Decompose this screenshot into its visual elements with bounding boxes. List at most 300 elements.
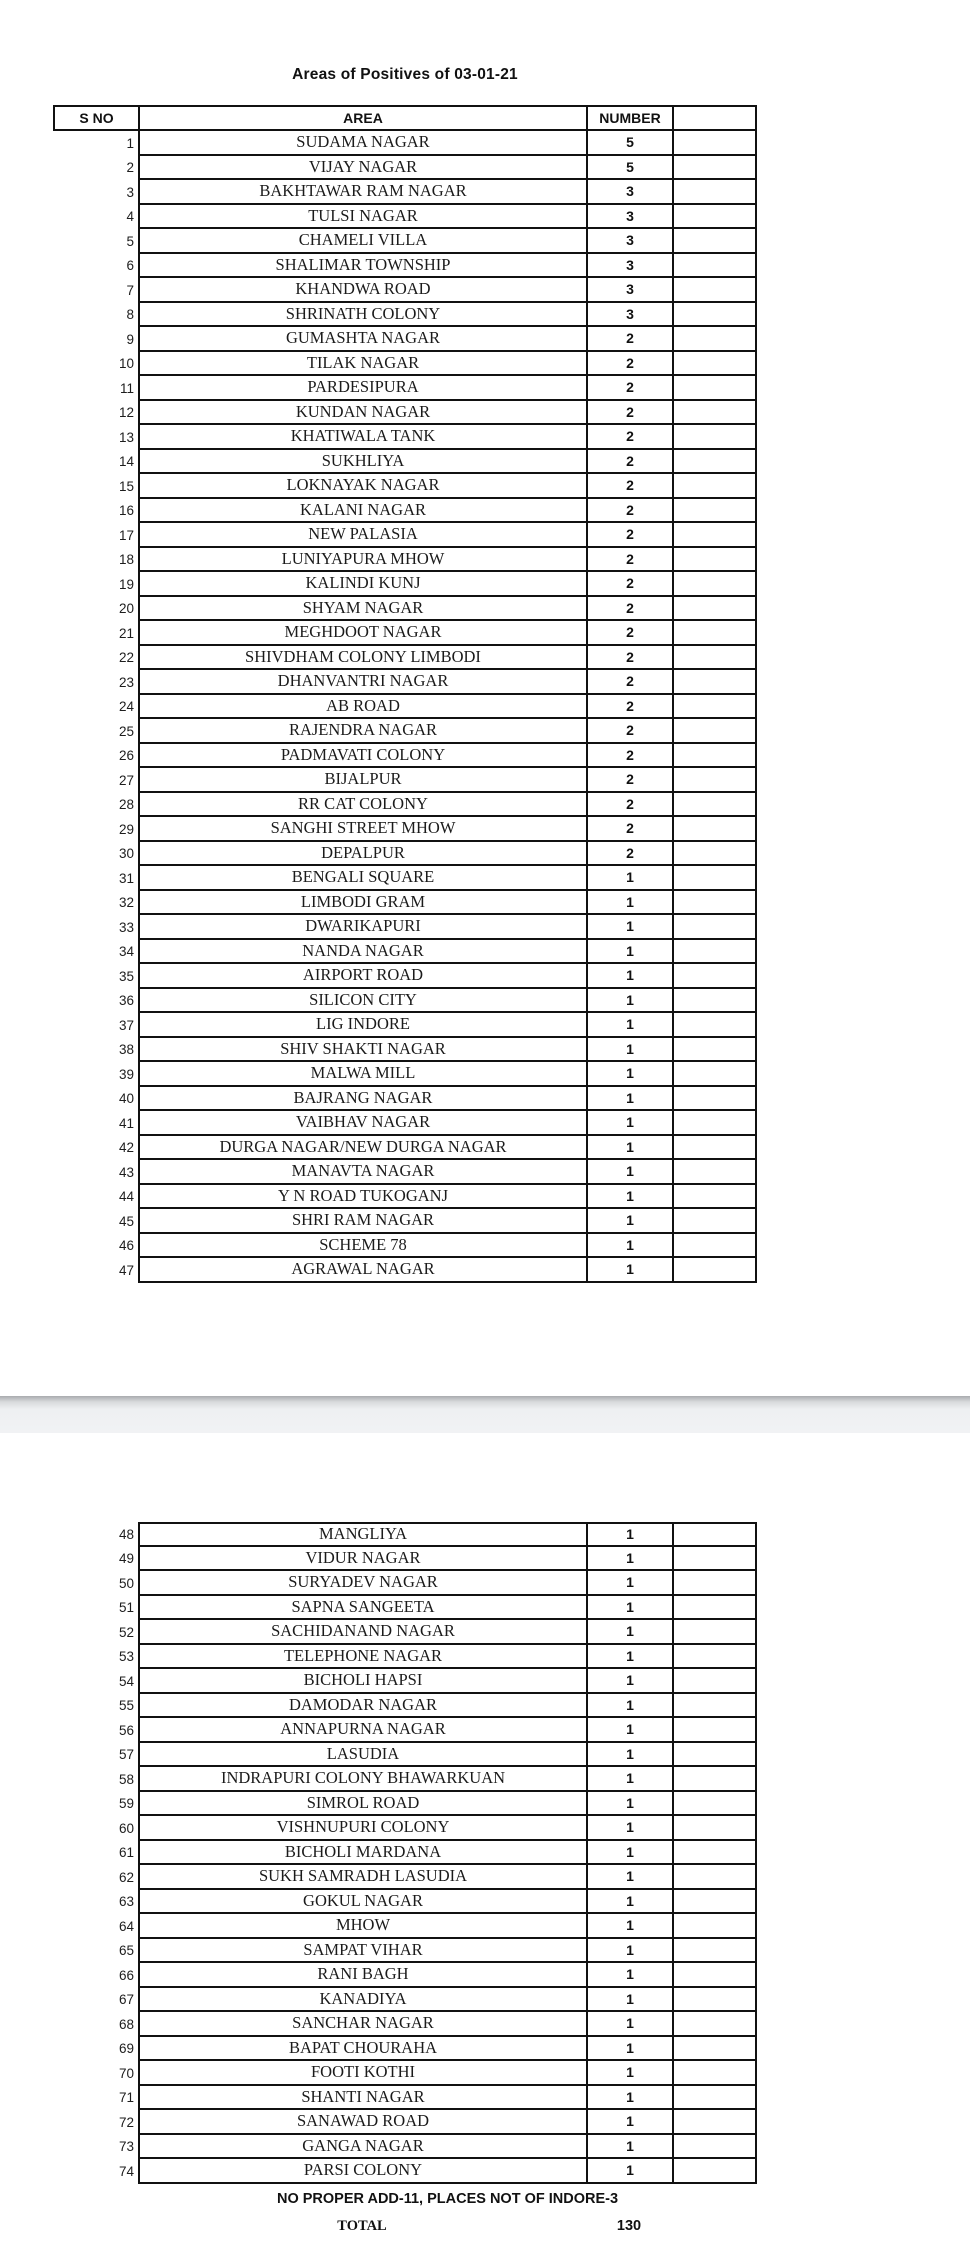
total-label: TOTAL: [337, 2217, 387, 2234]
number-cell: 2: [586, 327, 672, 352]
number-cell: 3: [586, 229, 672, 254]
empty-cell: [672, 940, 757, 965]
empty-cell: [672, 719, 757, 744]
number-cell: 2: [586, 744, 672, 769]
number-cell: 1: [586, 2086, 672, 2111]
area-cell: BAPAT CHOURAHA: [138, 2037, 586, 2062]
empty-cell: [672, 1596, 757, 1621]
number-cell: 1: [586, 1087, 672, 1112]
number-cell: 3: [586, 205, 672, 230]
table-row: [53, 278, 757, 303]
number-cell: 2: [586, 523, 672, 548]
sno-cell: 52: [118, 1624, 134, 1640]
table-header-row: [53, 105, 757, 131]
number-cell: 2: [586, 376, 672, 401]
table-row: [53, 205, 757, 230]
number-cell: 2: [586, 450, 672, 475]
empty-cell: [672, 1136, 757, 1161]
table-row: [53, 1547, 757, 1572]
number-cell: 2: [586, 352, 672, 377]
table-row: [53, 352, 757, 377]
sno-cell: 10: [118, 356, 134, 372]
area-cell: SHRINATH COLONY: [138, 303, 586, 328]
sno-cell: 61: [118, 1845, 134, 1861]
number-cell: 3: [586, 303, 672, 328]
table-row: [53, 597, 757, 622]
area-cell: SHYAM NAGAR: [138, 597, 586, 622]
empty-cell: [672, 131, 757, 156]
sno-cell: 17: [118, 527, 134, 543]
sno-cell: 25: [118, 723, 134, 739]
number-cell: 2: [586, 401, 672, 426]
empty-cell: [672, 1939, 757, 1964]
sno-cell: 72: [118, 2114, 134, 2130]
area-cell: PARSI COLONY: [138, 2159, 586, 2184]
area-cell: VIJAY NAGAR: [138, 156, 586, 181]
empty-cell: [672, 1816, 757, 1841]
area-cell: BENGALI SQUARE: [138, 866, 586, 891]
area-cell: FOOTI KOTHI: [138, 2061, 586, 2086]
empty-cell: [672, 793, 757, 818]
sno-cell: 26: [118, 748, 134, 764]
empty-cell: [672, 450, 757, 475]
positives-table-page2: [53, 1522, 757, 2184]
sno-cell: 68: [118, 2016, 134, 2032]
table-row: [53, 1865, 757, 1890]
total-row: [53, 2214, 757, 2238]
table-row: [53, 180, 757, 205]
empty-cell: [672, 2037, 757, 2062]
empty-cell: [672, 1669, 757, 1694]
area-cell: SCHEME 78: [138, 1234, 586, 1259]
area-cell: LIMBODI GRAM: [138, 891, 586, 916]
area-cell: SAMPAT VIHAR: [138, 1939, 586, 1964]
empty-cell: [672, 278, 757, 303]
sno-cell: 62: [118, 1869, 134, 1885]
table-row: [53, 1571, 757, 1596]
sno-cell: 70: [118, 2065, 134, 2081]
sno-cell: 54: [118, 1673, 134, 1689]
sno-cell: 7: [126, 282, 134, 298]
area-cell: DURGA NAGAR/NEW DURGA NAGAR: [138, 1136, 586, 1161]
empty-cell: [672, 2012, 757, 2037]
area-cell: DAMODAR NAGAR: [138, 1694, 586, 1719]
empty-cell: [672, 229, 757, 254]
area-cell: KUNDAN NAGAR: [138, 401, 586, 426]
table-row: [53, 1185, 757, 1210]
number-cell: 2: [586, 646, 672, 671]
empty-cell: [672, 1111, 757, 1136]
empty-cell: [672, 180, 757, 205]
sno-cell: 12: [118, 405, 134, 421]
empty-cell: [672, 2159, 757, 2184]
empty-cell: [672, 376, 757, 401]
sno-cell: 34: [118, 944, 134, 960]
number-cell: 2: [586, 499, 672, 524]
sno-cell: 67: [118, 1992, 134, 2008]
number-cell: 1: [586, 1522, 672, 1547]
area-cell: TELEPHONE NAGAR: [138, 1645, 586, 1670]
area-cell: TULSI NAGAR: [138, 205, 586, 230]
empty-cell: [672, 572, 757, 597]
empty-cell: [672, 989, 757, 1014]
empty-cell: [672, 964, 757, 989]
sno-cell: 33: [118, 919, 134, 935]
empty-cell: [672, 1087, 757, 1112]
number-cell: 1: [586, 940, 672, 965]
sno-cell: 32: [118, 895, 134, 911]
area-cell: TILAK NAGAR: [138, 352, 586, 377]
table-row: [53, 1890, 757, 1915]
sno-cell: 48: [118, 1526, 134, 1542]
table-row: [53, 254, 757, 279]
table-row: [53, 1111, 757, 1136]
number-cell: 1: [586, 1963, 672, 1988]
sno-cell: 60: [118, 1820, 134, 1836]
table-row: [53, 744, 757, 769]
empty-cell: [672, 548, 757, 573]
sno-cell: 31: [118, 870, 134, 886]
empty-cell: [672, 866, 757, 891]
table-row: [53, 793, 757, 818]
table-row: [53, 1087, 757, 1112]
sno-cell: 51: [118, 1600, 134, 1616]
area-cell: SACHIDANAND NAGAR: [138, 1620, 586, 1645]
area-cell: SUKH SAMRADH LASUDIA: [138, 1865, 586, 1890]
header-area: AREA: [138, 105, 586, 131]
empty-cell: [672, 1743, 757, 1768]
number-cell: 2: [586, 670, 672, 695]
table-row: [53, 572, 757, 597]
sno-cell: 28: [118, 797, 134, 813]
sno-cell: 65: [118, 1943, 134, 1959]
area-cell: RAJENDRA NAGAR: [138, 719, 586, 744]
sno-cell: 38: [118, 1042, 134, 1058]
area-cell: BICHOLI HAPSI: [138, 1669, 586, 1694]
number-cell: 1: [586, 1136, 672, 1161]
area-cell: PARDESIPURA: [138, 376, 586, 401]
sno-cell: 50: [118, 1575, 134, 1591]
area-cell: LOKNAYAK NAGAR: [138, 474, 586, 499]
area-cell: SANCHAR NAGAR: [138, 2012, 586, 2037]
number-cell: 5: [586, 156, 672, 181]
number-cell: 1: [586, 2037, 672, 2062]
area-cell: MANGLIYA: [138, 1522, 586, 1547]
table-row: [53, 1209, 757, 1234]
sno-cell: 11: [119, 380, 134, 396]
sno-cell: 40: [118, 1091, 134, 1107]
empty-cell: [672, 303, 757, 328]
sno-cell: 74: [118, 2163, 134, 2179]
number-cell: 1: [586, 1939, 672, 1964]
area-cell: ANNAPURNA NAGAR: [138, 1718, 586, 1743]
area-cell: MEGHDOOT NAGAR: [138, 621, 586, 646]
table-row: [53, 817, 757, 842]
area-cell: LUNIYAPURA MHOW: [138, 548, 586, 573]
sno-cell: 66: [118, 1967, 134, 1983]
number-cell: 1: [586, 1669, 672, 1694]
area-cell: SUKHLIYA: [138, 450, 586, 475]
sno-cell: 53: [118, 1649, 134, 1665]
area-cell: MALWA MILL: [138, 1062, 586, 1087]
area-cell: KHANDWA ROAD: [138, 278, 586, 303]
number-cell: 1: [586, 1645, 672, 1670]
sno-cell: 27: [118, 772, 134, 788]
sno-cell: 5: [126, 233, 134, 249]
sno-cell: 4: [126, 209, 134, 225]
sno-cell: 22: [118, 650, 134, 666]
empty-cell: [672, 744, 757, 769]
area-cell: PADMAVATI COLONY: [138, 744, 586, 769]
table-row: [53, 327, 757, 352]
table-row: [53, 2086, 757, 2111]
number-cell: 1: [586, 2110, 672, 2135]
number-cell: 1: [586, 1038, 672, 1063]
number-cell: 1: [586, 1841, 672, 1866]
area-cell: NEW PALASIA: [138, 523, 586, 548]
empty-cell: [672, 2135, 757, 2160]
area-cell: KALANI NAGAR: [138, 499, 586, 524]
sno-cell: 36: [118, 993, 134, 1009]
table-row: [53, 1792, 757, 1817]
empty-cell: [672, 1522, 757, 1547]
table-row: [53, 940, 757, 965]
empty-cell: [672, 1547, 757, 1572]
area-cell: AGRAWAL NAGAR: [138, 1258, 586, 1283]
empty-cell: [672, 695, 757, 720]
number-cell: 1: [586, 915, 672, 940]
area-cell: KANADIYA: [138, 1988, 586, 2013]
number-cell: 1: [586, 2061, 672, 2086]
sno-cell: 3: [126, 184, 134, 200]
empty-cell: [672, 621, 757, 646]
empty-cell: [672, 1767, 757, 1792]
table-row: [53, 1522, 757, 1547]
sno-cell: 37: [118, 1017, 134, 1033]
number-cell: 2: [586, 768, 672, 793]
sno-cell: 44: [118, 1189, 134, 1205]
table-row: [53, 768, 757, 793]
area-cell: AB ROAD: [138, 695, 586, 720]
empty-cell: [672, 670, 757, 695]
header-empty: [672, 105, 757, 131]
table-row: [53, 1013, 757, 1038]
sno-cell: 8: [126, 307, 134, 323]
area-cell: GANGA NAGAR: [138, 2135, 586, 2160]
number-cell: 1: [586, 1743, 672, 1768]
empty-cell: [672, 2110, 757, 2135]
empty-cell: [672, 891, 757, 916]
table-row: [53, 229, 757, 254]
empty-cell: [672, 1620, 757, 1645]
sno-cell: 41: [118, 1115, 134, 1131]
area-cell: SHRI RAM NAGAR: [138, 1209, 586, 1234]
number-cell: 1: [586, 1596, 672, 1621]
sno-cell: 45: [118, 1213, 134, 1229]
sno-cell: 59: [118, 1796, 134, 1812]
number-cell: 1: [586, 1865, 672, 1890]
empty-cell: [672, 1841, 757, 1866]
area-cell: Y N ROAD TUKOGANJ: [138, 1185, 586, 1210]
sno-cell: 49: [118, 1551, 134, 1567]
area-cell: BAKHTAWAR RAM NAGAR: [138, 180, 586, 205]
total-value: 130: [616, 2218, 642, 2234]
empty-cell: [672, 817, 757, 842]
number-cell: 1: [586, 1694, 672, 1719]
number-cell: 5: [586, 131, 672, 156]
empty-cell: [672, 1234, 757, 1259]
total-spacer: [53, 2214, 138, 2238]
empty-cell: [672, 254, 757, 279]
page-break-separator: [0, 1396, 970, 1433]
sno-cell: 29: [118, 821, 134, 837]
number-cell: 1: [586, 989, 672, 1014]
total-spacer: [672, 2214, 757, 2238]
sno-cell: 42: [118, 1140, 134, 1156]
page-title: Areas of Positives of 03-01-21: [292, 66, 518, 83]
area-cell: SANAWAD ROAD: [138, 2110, 586, 2135]
number-cell: 1: [586, 1890, 672, 1915]
empty-cell: [672, 915, 757, 940]
empty-cell: [672, 499, 757, 524]
table-row: [53, 548, 757, 573]
number-cell: 1: [586, 964, 672, 989]
empty-cell: [672, 523, 757, 548]
table-row: [53, 1939, 757, 1964]
number-cell: 3: [586, 254, 672, 279]
empty-cell: [672, 842, 757, 867]
empty-cell: [672, 1988, 757, 2013]
table-row: [53, 1914, 757, 1939]
number-cell: 1: [586, 1209, 672, 1234]
empty-cell: [672, 768, 757, 793]
table-row: [53, 719, 757, 744]
table-row: [53, 2110, 757, 2135]
header-sno: S NO: [53, 105, 138, 131]
number-cell: 1: [586, 1767, 672, 1792]
empty-cell: [672, 327, 757, 352]
number-cell: 1: [586, 1111, 672, 1136]
table-row: [53, 523, 757, 548]
empty-cell: [672, 1571, 757, 1596]
number-cell: 1: [586, 1062, 672, 1087]
table-row: [53, 2159, 757, 2184]
table-row: [53, 1620, 757, 1645]
table-row: [53, 156, 757, 181]
area-cell: KHATIWALA TANK: [138, 425, 586, 450]
table-row: [53, 2012, 757, 2037]
number-cell: 1: [586, 1160, 672, 1185]
sno-cell: 6: [126, 258, 134, 274]
empty-cell: [672, 1963, 757, 1988]
empty-cell: [672, 2061, 757, 2086]
table-row: [53, 131, 757, 156]
table-row: [53, 1160, 757, 1185]
number-cell: 2: [586, 548, 672, 573]
table-row: [53, 964, 757, 989]
sno-cell: 1: [126, 135, 134, 151]
table-row: [53, 646, 757, 671]
table-row: [53, 450, 757, 475]
empty-cell: [672, 1694, 757, 1719]
table-row: [53, 1743, 757, 1768]
area-cell: VISHNUPURI COLONY: [138, 1816, 586, 1841]
empty-cell: [672, 1718, 757, 1743]
table-row: [53, 2135, 757, 2160]
table-row: [53, 1816, 757, 1841]
sno-cell: 46: [118, 1238, 134, 1254]
sno-cell: 23: [118, 674, 134, 690]
number-cell: 1: [586, 1013, 672, 1038]
table-row: [53, 1694, 757, 1719]
area-cell: DHANVANTRI NAGAR: [138, 670, 586, 695]
sno-cell: 14: [118, 454, 134, 470]
number-cell: 1: [586, 1620, 672, 1645]
number-cell: 2: [586, 425, 672, 450]
table-row: [53, 425, 757, 450]
number-cell: 1: [586, 866, 672, 891]
number-cell: 3: [586, 278, 672, 303]
empty-cell: [672, 1185, 757, 1210]
area-cell: DWARIKAPURI: [138, 915, 586, 940]
number-cell: 2: [586, 695, 672, 720]
table-row: [53, 401, 757, 426]
empty-cell: [672, 2086, 757, 2111]
table-row: [53, 376, 757, 401]
table-row: [53, 474, 757, 499]
area-cell: VAIBHAV NAGAR: [138, 1111, 586, 1136]
sno-cell: 69: [118, 2041, 134, 2057]
number-cell: 2: [586, 842, 672, 867]
sno-cell: 47: [118, 1262, 134, 1278]
empty-cell: [672, 1160, 757, 1185]
number-cell: 1: [586, 1988, 672, 2013]
area-cell: SHIV SHAKTI NAGAR: [138, 1038, 586, 1063]
empty-cell: [672, 156, 757, 181]
sno-cell: 19: [118, 576, 134, 592]
number-cell: 1: [586, 1234, 672, 1259]
number-cell: 1: [586, 1571, 672, 1596]
sno-cell: 18: [118, 552, 134, 568]
sno-cell: 55: [118, 1698, 134, 1714]
empty-cell: [672, 401, 757, 426]
sno-cell: 58: [118, 1771, 134, 1787]
sno-cell: 21: [118, 625, 134, 641]
area-cell: SHALIMAR TOWNSHIP: [138, 254, 586, 279]
number-cell: 3: [586, 180, 672, 205]
table-row: [53, 1718, 757, 1743]
number-cell: 1: [586, 1547, 672, 1572]
area-cell: SUDAMA NAGAR: [138, 131, 586, 156]
sno-cell: 30: [118, 846, 134, 862]
table-row: [53, 1136, 757, 1161]
table-row: [53, 1645, 757, 1670]
table-row: [53, 1038, 757, 1063]
table-row: [53, 695, 757, 720]
area-cell: GUMASHTA NAGAR: [138, 327, 586, 352]
number-cell: 1: [586, 1185, 672, 1210]
sno-cell: 57: [118, 1747, 134, 1763]
sno-cell: 35: [118, 968, 134, 984]
table-row: [53, 842, 757, 867]
sno-cell: 15: [118, 478, 134, 494]
area-cell: SAPNA SANGEETA: [138, 1596, 586, 1621]
footer-note: NO PROPER ADD-11, PLACES NOT OF INDORE-3: [276, 2191, 619, 2207]
number-cell: 1: [586, 2159, 672, 2184]
area-cell: SURYADEV NAGAR: [138, 1571, 586, 1596]
area-cell: MANAVTA NAGAR: [138, 1160, 586, 1185]
empty-cell: [672, 1013, 757, 1038]
